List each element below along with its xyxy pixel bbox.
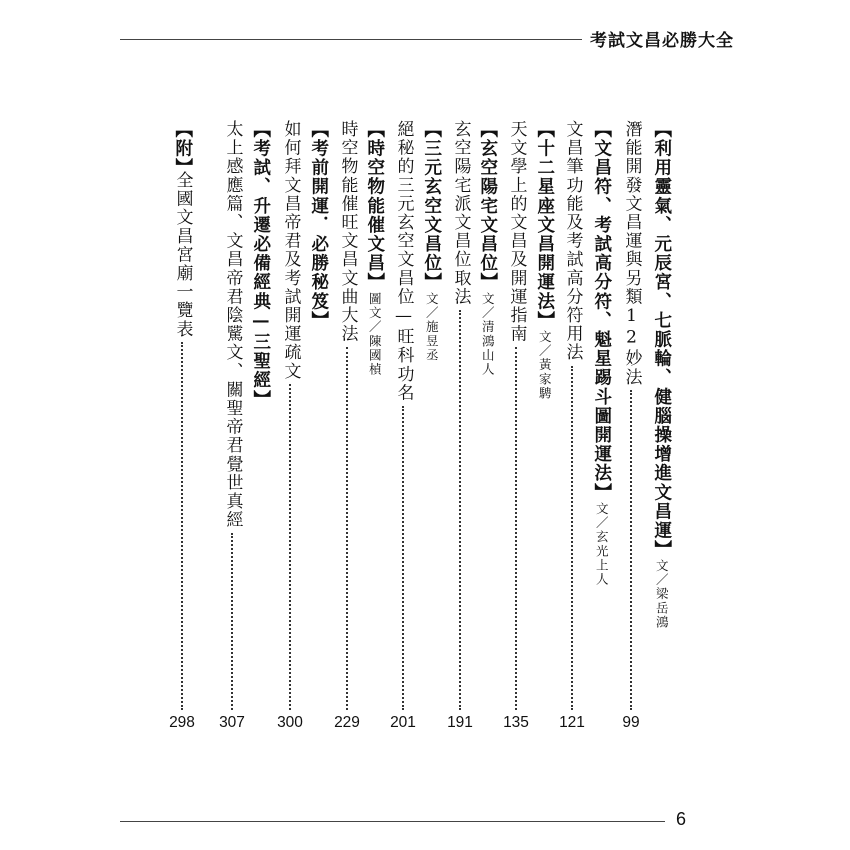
toc-page-number-text: 229	[334, 714, 360, 732]
toc-page-number-text: 99	[622, 714, 640, 732]
toc-leader-dots	[346, 347, 348, 710]
toc-heading-text: 【附】	[172, 120, 193, 178]
toc-entry-text: 如何拜文昌帝君及考試開運疏文	[280, 120, 301, 381]
toc-page-number-text: 300	[277, 714, 303, 732]
toc-heading	[248, 120, 272, 409]
toc-heading-text: 【文昌符、考試高分符、魁星踢斗圖開運法】	[591, 120, 612, 502]
toc-heading-text: 【玄空陽宅文昌位】	[477, 120, 498, 292]
toc-entry-text: 天文學上的文昌及開運指南	[506, 120, 527, 344]
toc-heading	[306, 120, 330, 330]
toc-entry[interactable]	[170, 171, 194, 732]
header-rule	[120, 39, 582, 40]
toc-leader-dots	[571, 366, 573, 710]
toc-heading-text: 【考前開運．必勝秘笈】	[308, 120, 329, 331]
book-title: 考試文昌必勝大全	[590, 31, 734, 51]
toc-leader-dots	[231, 533, 233, 710]
toc-author: 文／清鴻山人	[480, 291, 496, 377]
toc-entry-text: 太上感應篇、文昌帝君陰騭文、關聖帝君覺世真經	[222, 120, 243, 530]
toc-leader-dots	[289, 384, 291, 710]
toc-entry[interactable]	[335, 120, 359, 732]
toc-entry[interactable]	[448, 120, 472, 732]
toc-page-number-text: 307	[219, 714, 245, 732]
toc-entry-text: 絕秘的三元玄空文昌位—旺科功名	[393, 120, 414, 402]
toc-page-number	[559, 714, 585, 732]
toc-author: 圖文／陳國楨	[367, 291, 383, 377]
toc-page-number	[334, 714, 360, 732]
toc-leader-dots	[402, 406, 404, 710]
toc-page-number-text: 298	[169, 714, 195, 732]
toc-page-number	[503, 714, 529, 732]
toc-page-number-text: 135	[503, 714, 529, 732]
toc-page-number	[390, 714, 416, 732]
toc-heading	[649, 120, 673, 630]
toc-heading	[170, 120, 194, 177]
toc-entry-text: 全國文昌宮廟一覽表	[172, 171, 193, 339]
page-number: 6	[676, 809, 687, 829]
toc-page-number	[219, 714, 245, 732]
toc-heading-text: 【三元玄空文昌位】	[421, 120, 442, 292]
toc-leader-dots	[181, 342, 183, 710]
toc-heading	[532, 120, 556, 401]
toc-entry-text: 文昌筆功能及考試高分符用法	[562, 120, 583, 362]
toc-leader-dots	[630, 390, 632, 710]
toc-entry[interactable]	[278, 120, 302, 732]
toc-page-number	[622, 714, 639, 732]
toc-entry[interactable]	[391, 120, 415, 732]
toc-author: 文／施昱丞	[424, 291, 440, 363]
toc-heading-text: 【十二星座文昌開運法】	[534, 120, 555, 331]
toc-page-number-text: 121	[559, 714, 585, 732]
toc-page-number-text: 201	[390, 714, 416, 732]
toc-page-number	[447, 714, 473, 732]
toc-entry[interactable]	[220, 120, 244, 732]
toc-entry-text: 玄空陽宅派文昌位取法	[450, 120, 471, 306]
footer-rule	[120, 821, 665, 822]
toc-heading	[419, 120, 443, 362]
toc-heading-text: 【利用靈氣、元辰宮、七脈輪、健腦操增進文昌運】	[651, 120, 672, 560]
toc-entry[interactable]	[560, 120, 584, 732]
toc-heading	[475, 120, 499, 377]
toc-heading-text: 【考試、升遷必備經典—三聖經】	[250, 120, 271, 409]
toc-heading	[362, 120, 386, 377]
toc-page-number	[277, 714, 303, 732]
toc-author: 文／黃家騁	[537, 330, 553, 401]
toc-entry[interactable]	[504, 120, 528, 732]
toc-page-number	[169, 714, 195, 732]
toc-leader-dots	[459, 310, 461, 710]
toc-entry[interactable]	[619, 120, 643, 732]
toc-entry-text: 潛能開發文昌運與另類12妙法	[621, 120, 642, 387]
toc-page-number-text: 191	[447, 714, 473, 732]
toc-heading-text: 【時空物能催文昌】	[364, 120, 385, 292]
toc-author: 文／玄光上人	[594, 502, 610, 587]
toc-leader-dots	[515, 347, 517, 710]
toc-entry-text: 時空物能催旺文昌文曲大法	[337, 120, 358, 344]
toc-author: 文／梁岳鴻	[654, 559, 670, 630]
toc-heading	[589, 120, 613, 587]
